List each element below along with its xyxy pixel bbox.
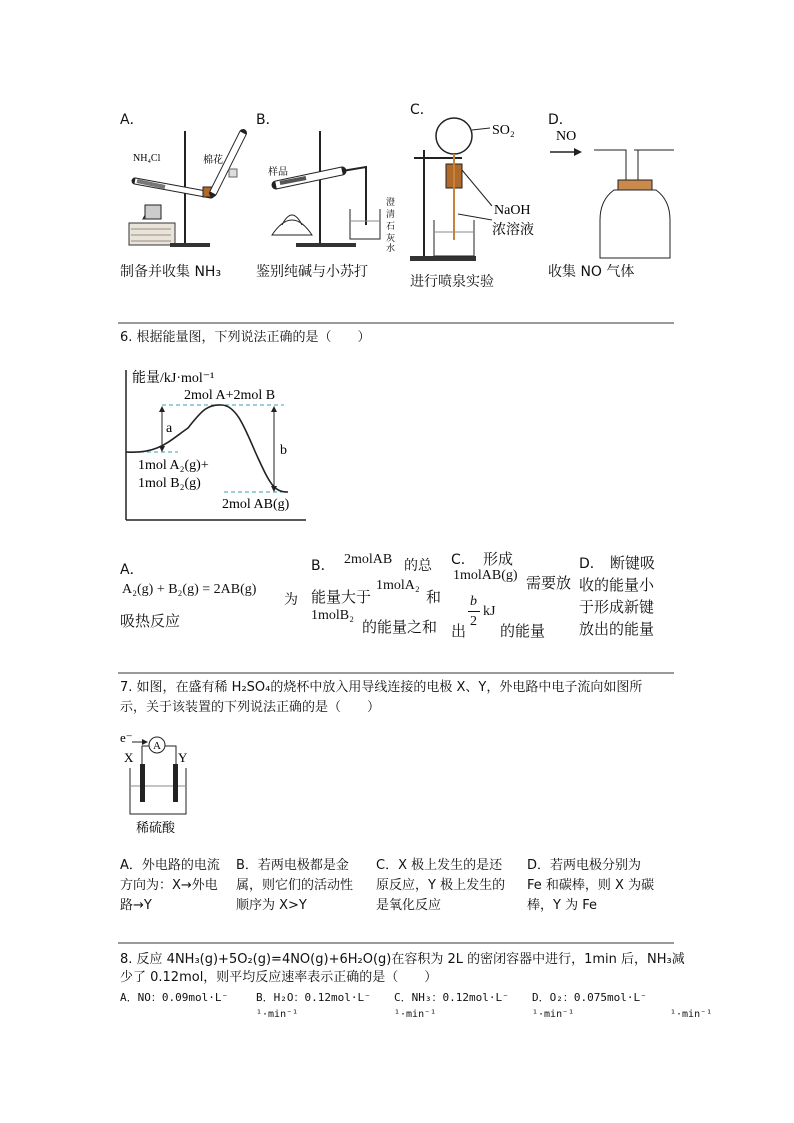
electrode-y-label: Y — [178, 750, 188, 765]
sample-label: 样品 — [268, 167, 288, 178]
q6-option-d-text-3: 于形成新键 — [579, 598, 655, 616]
reactant-label-2: 1mol B₂(g) — [138, 476, 201, 491]
q6-option-c-unit: kJ — [483, 604, 496, 619]
q7-option-c: C．X 极上发生的是还 原反应，Y 极上发生的 是氧化反应 — [376, 858, 506, 913]
q7-option-d: D．若两电极分别为 Fe 和碳棒，则 X 为碳 棒，Y 为 Fe — [527, 858, 655, 913]
q5-figure-a — [125, 125, 255, 255]
divider-3 — [118, 942, 674, 944]
q6-option-a-end: 吸热反应 — [120, 612, 181, 630]
svg-text:石: 石 — [386, 221, 396, 231]
q5-option-d-label: D． — [548, 112, 573, 128]
q5-caption-c: 进行喷泉实验 — [410, 274, 494, 290]
q6-option-d-text-4: 放出的能量 — [579, 620, 655, 638]
product-label: 2mol AB(g) — [222, 497, 290, 512]
ammeter-label: A — [153, 740, 161, 752]
q6-option-b-text-2: 能量大于 — [311, 588, 372, 606]
q6-option-c-1molab: 1molAB(g) — [453, 568, 518, 583]
q6-option-c-text-2: 需要放 — [526, 574, 572, 592]
q7-stem-line-1: 7. 如图，在盛有稀 H₂SO₄的烧杯中放入用导线连接的电极 X、Y，外电路中电子流向如图所 — [120, 680, 643, 695]
q8-option-c-unit-tail: ¹·min⁻¹ — [532, 1009, 575, 1020]
dilute-acid-label: 稀硫酸 — [136, 820, 176, 835]
q6-option-b-text-3: 的能量之和 — [362, 618, 438, 636]
q6-option-b-and: 和 — [426, 588, 442, 606]
no-label: NO — [556, 129, 577, 144]
solution-label: 浓溶液 — [492, 223, 534, 238]
svg-text:灰: 灰 — [386, 233, 396, 243]
q7-cell-figure — [118, 728, 208, 840]
q5-caption-a: 制备并收集 NH₃ — [120, 264, 222, 280]
so2-label: SO₂ — [492, 123, 515, 138]
q5-option-b-label: B． — [256, 112, 280, 128]
q5-caption-b: 鉴别纯碱与小苏打 — [256, 264, 368, 280]
limewater-label: 澄 — [386, 197, 396, 207]
q6-option-a-tail: 为 — [284, 592, 298, 608]
q7-option-b: B．若两电极都是金 属，则它们的活动性 顺序为 X>Y — [236, 858, 354, 913]
q6-option-c-text-3: 出 — [451, 622, 467, 640]
energy-axis-label: 能量/kJ·mol⁻¹ — [132, 371, 215, 386]
q6-option-b-label: B． — [311, 558, 335, 574]
q8-option-a-unit-tail: ¹·min⁻¹ — [256, 1009, 299, 1020]
q6-option-a-label: A． — [120, 562, 144, 578]
q6-option-b-a2: 1molA₂ — [376, 578, 420, 593]
q8-stem-line-1: 8. 反应 4NH₃(g)+5O₂(g)=4NO(g)+6H₂O(g)在容积为 2L 的密闭容器中进行，1min 后，NH₃减 — [120, 952, 685, 967]
q6-option-b-2molab: 2molAB — [344, 552, 393, 567]
q5-figure-b — [262, 125, 402, 255]
electrode-x-label: X — [124, 750, 134, 765]
q6-option-a-equation: A₂(g) + B₂(g) = 2AB(g) — [122, 582, 257, 597]
q6-option-c-label: C． — [451, 552, 475, 568]
svg-text:水: 水 — [386, 243, 396, 253]
q8-option-b-unit-tail: ¹·min⁻¹ — [394, 1009, 437, 1020]
q8-option-d: D．O₂：0.075mol·L⁻ — [532, 991, 647, 1004]
q7-option-a: A．外电路的电流 方向为：X→外电 路→Y — [120, 858, 220, 913]
q6-option-c-denominator: 2 — [470, 614, 477, 629]
top-level-label: 2mol A+2mol B — [184, 388, 276, 403]
svg-text:清: 清 — [386, 209, 396, 219]
electron-label: e⁻ — [120, 730, 133, 745]
q6-option-b-text-1: 的总 — [404, 558, 432, 574]
q8-option-d-unit-tail: ¹·min⁻¹ — [670, 1009, 713, 1020]
nh4cl-label: NH₄Cl — [133, 153, 161, 164]
q6-option-c-numerator: b — [470, 594, 477, 609]
divider-2 — [118, 672, 674, 674]
q6-energy-diagram — [118, 362, 308, 530]
q6-option-b-b2: 1molB₂ — [311, 608, 354, 623]
divider-1 — [118, 322, 674, 324]
naoh-label: NaOH — [494, 203, 531, 218]
q6-option-c-text-1: 形成 — [483, 550, 514, 568]
arrow-b-label: b — [280, 443, 287, 458]
q6-option-d-label: D． — [579, 556, 604, 572]
reactant-label-1: 1mol A₂(g)+ — [138, 458, 209, 473]
q8-stem-line-2: 少了 0.12mol，则平均反应速率表示正确的是（ ） — [120, 970, 438, 985]
q5-figure-c — [408, 110, 556, 268]
q8-option-b: B．H₂O：0.12mol·L⁻ — [256, 991, 371, 1004]
cotton-label: 棉花 — [203, 155, 223, 166]
q8-option-a: A．NO：0.09mol·L⁻ — [120, 991, 229, 1004]
q5-caption-d: 收集 NO 气体 — [548, 264, 635, 280]
q6-stem: 6. 根据能量图，下列说法正确的是（ ） — [120, 330, 371, 345]
q5-option-a-label: A． — [120, 112, 144, 128]
q6-option-c-text-4: 的能量 — [500, 622, 546, 640]
q5-option-c-label: C． — [410, 102, 434, 118]
q5-figure-d — [548, 122, 674, 262]
q6-option-d-text-2: 收的能量小 — [579, 576, 655, 594]
arrow-a-label: a — [166, 421, 173, 436]
fraction-bar — [468, 611, 480, 612]
q7-stem-line-2: 示，关于该装置的下列说法正确的是（ ） — [120, 700, 381, 715]
q6-option-d-text-1: 断键吸 — [610, 554, 656, 572]
q8-option-c: C．NH₃：0.12mol·L⁻ — [394, 991, 509, 1004]
